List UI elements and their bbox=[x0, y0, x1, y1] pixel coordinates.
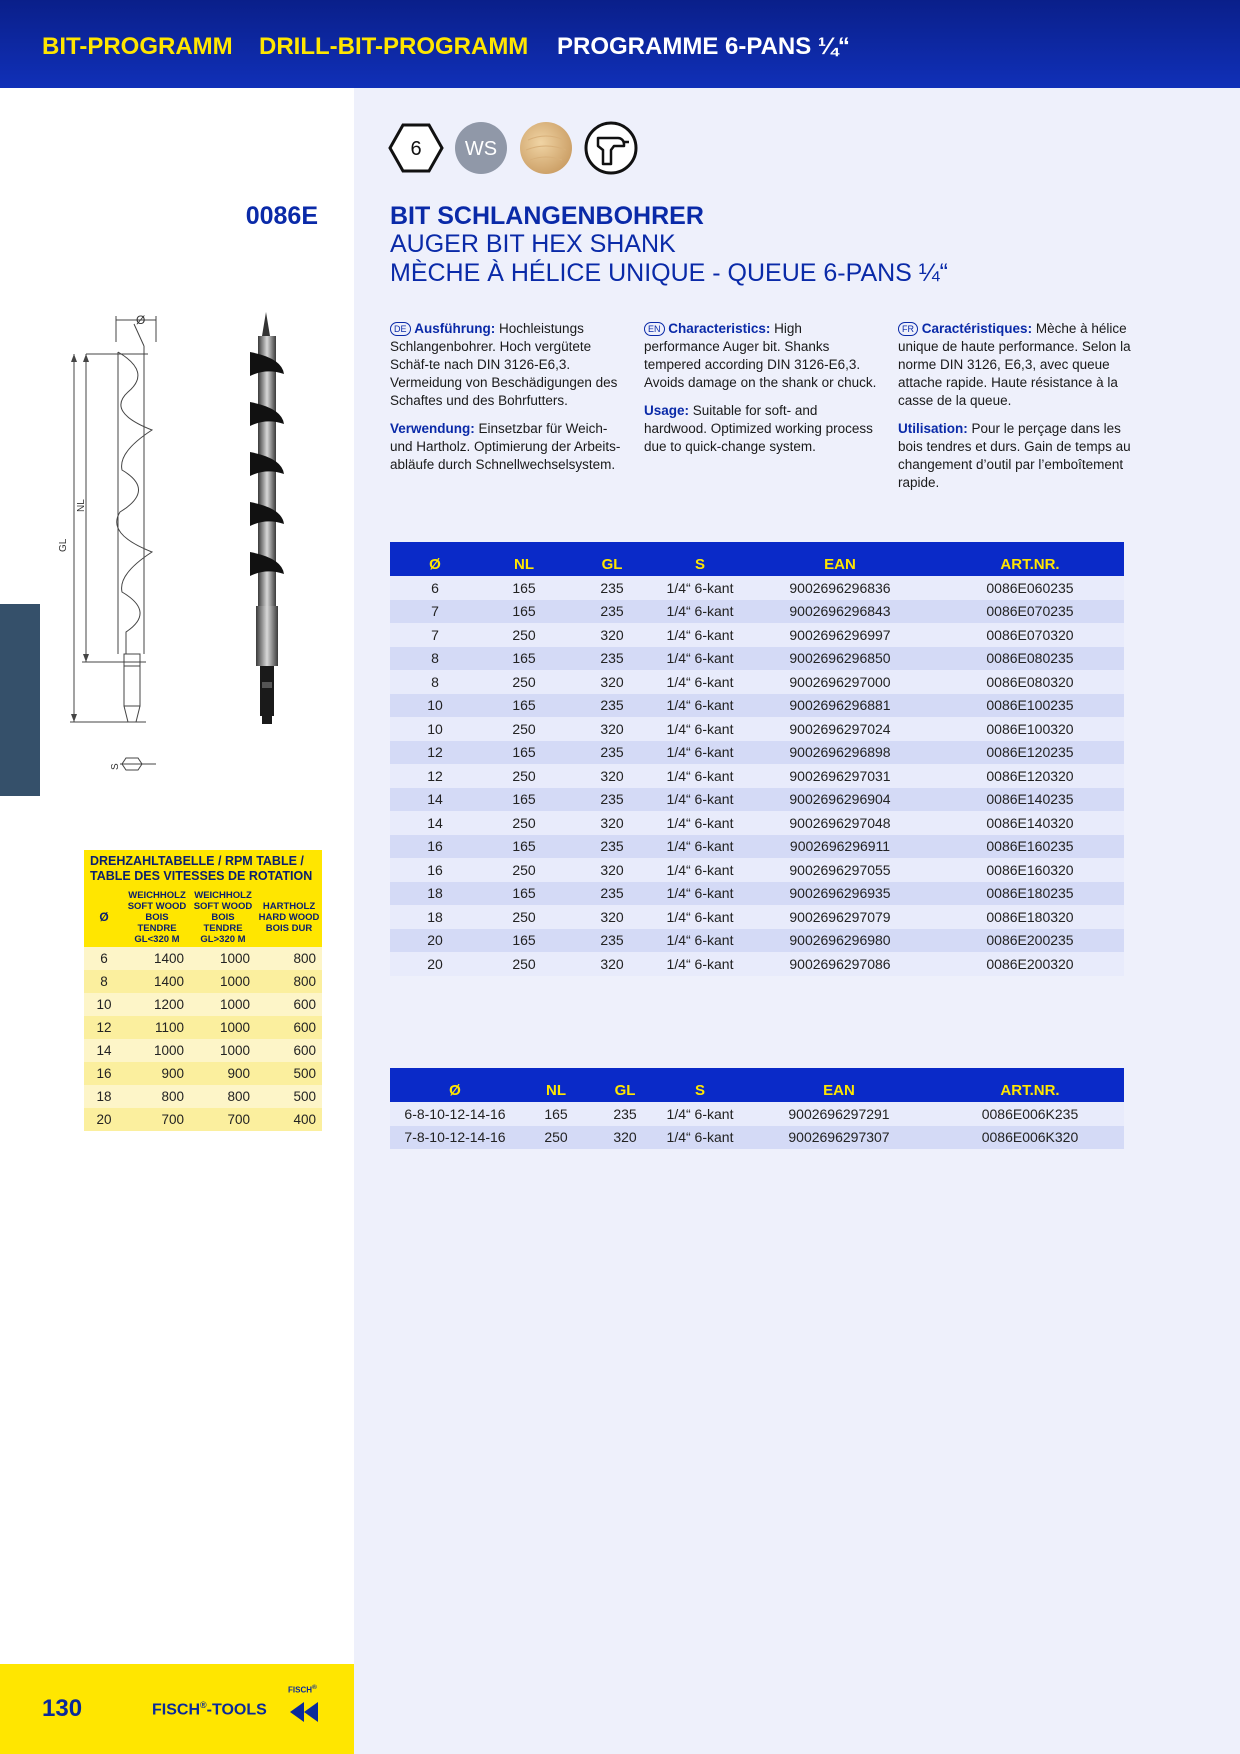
desc-fr-heading-2: Utilisation: bbox=[898, 421, 968, 436]
lang-badge-en: EN bbox=[644, 322, 665, 336]
article-table-cell: 320 bbox=[568, 952, 656, 976]
rpm-cell: 1000 bbox=[190, 947, 256, 970]
article-table-cell: 320 bbox=[568, 670, 656, 694]
rpm-cell: 1000 bbox=[190, 993, 256, 1016]
article-table-cell: 165 bbox=[480, 647, 568, 671]
article-table-row bbox=[390, 835, 1124, 859]
article-table-cell: 9002696297031 bbox=[744, 764, 936, 788]
article-table-cell: 10 bbox=[390, 717, 480, 741]
rpm-row bbox=[84, 993, 322, 1016]
rpm-table bbox=[84, 850, 322, 1131]
article-table-cell: 0086E080320 bbox=[936, 670, 1124, 694]
article-table-cell: 250 bbox=[480, 764, 568, 788]
article-table-cell: 9002696296904 bbox=[744, 788, 936, 812]
article-table-cell: 9002696296881 bbox=[744, 694, 936, 718]
desc-de-text-1: Hochleistungs Schlangenbohrer. Hoch vergütete Schäf-te nach DIN 3126-E6,3. Vermeidung von Beschädigungen des Schaftes und des Bohrfutters. bbox=[390, 321, 618, 408]
article-table-cell: 10 bbox=[390, 694, 480, 718]
article-table-cell: 165 bbox=[480, 600, 568, 624]
rpm-cell: 900 bbox=[124, 1062, 190, 1085]
wood-icon bbox=[518, 120, 574, 176]
rpm-col-soft-long: WEICHHOLZ SOFT WOOD BOIS TENDRE GL>320 M bbox=[190, 888, 256, 947]
article-table-cell: 250 bbox=[480, 717, 568, 741]
article-table-cell: 1/4“ 6-kant bbox=[656, 623, 744, 647]
article-table-cell: 0086E100320 bbox=[936, 717, 1124, 741]
article-table-cell: 9002696297000 bbox=[744, 670, 936, 694]
article-table-cell: 9002696297086 bbox=[744, 952, 936, 976]
article-table-header bbox=[390, 542, 1124, 576]
article-table-cell: 18 bbox=[390, 905, 480, 929]
article-table-header-cell: ART.NR. bbox=[936, 542, 1124, 576]
rpm-cell: 900 bbox=[190, 1062, 256, 1085]
brand-name: FISCH®-TOOLS bbox=[152, 1700, 267, 1719]
article-table-cell: 320 bbox=[568, 811, 656, 835]
article-table-row bbox=[390, 623, 1124, 647]
set-table-header-cell: GL bbox=[592, 1068, 658, 1102]
article-table-cell: 1/4“ 6-kant bbox=[656, 858, 744, 882]
article-table-cell: 235 bbox=[568, 647, 656, 671]
product-title-en: AUGER BIT HEX SHANK bbox=[390, 230, 676, 258]
product-title-de: BIT SCHLANGENBOHRER bbox=[390, 202, 704, 230]
desc-fr-heading-1: Caractéristiques: bbox=[921, 321, 1033, 336]
article-table-header-cell: GL bbox=[568, 542, 656, 576]
article-table-cell: 320 bbox=[568, 623, 656, 647]
header-programme-6-pans: PROGRAMME 6-PANS ¼“ bbox=[557, 33, 850, 60]
article-table-cell: 12 bbox=[390, 741, 480, 765]
article-table-cell: 0086E070235 bbox=[936, 600, 1124, 624]
article-table-cell: 1/4“ 6-kant bbox=[656, 788, 744, 812]
article-table-cell: 235 bbox=[568, 694, 656, 718]
article-table-cell: 250 bbox=[480, 670, 568, 694]
rpm-row bbox=[84, 1085, 322, 1108]
drawing-nl-label: NL bbox=[76, 499, 87, 512]
rpm-row bbox=[84, 1062, 322, 1085]
article-table-cell: 165 bbox=[480, 694, 568, 718]
set-table-cell: 9002696297291 bbox=[742, 1102, 936, 1126]
article-table-cell: 1/4“ 6-kant bbox=[656, 882, 744, 906]
set-table bbox=[390, 1068, 1124, 1149]
set-table-cell: 1/4“ 6-kant bbox=[658, 1126, 742, 1150]
article-table-cell: 18 bbox=[390, 882, 480, 906]
set-table-cell: 0086E006K320 bbox=[936, 1126, 1124, 1150]
article-table-cell: 0086E070320 bbox=[936, 623, 1124, 647]
article-table-cell: 20 bbox=[390, 929, 480, 953]
desc-en-heading-1: Characteristics: bbox=[668, 321, 771, 336]
rpm-cell: 400 bbox=[256, 1108, 322, 1131]
article-table-cell: 1/4“ 6-kant bbox=[656, 600, 744, 624]
desc-en-text-1: High performance Auger bit. Shanks tempered according DIN 3126-E6,3. Avoids damage on the shank or chuck. bbox=[644, 321, 877, 390]
article-table-cell: 0086E160235 bbox=[936, 835, 1124, 859]
article-table-header-cell: NL bbox=[480, 542, 568, 576]
desc-de-heading-2: Verwendung: bbox=[390, 421, 475, 436]
article-table-cell: 320 bbox=[568, 858, 656, 882]
desc-en-text-2: Suitable for soft- and hardwood. Optimized working process due to quick-change system. bbox=[644, 403, 873, 454]
set-table-cell: 235 bbox=[592, 1102, 658, 1126]
article-table-cell: 1/4“ 6-kant bbox=[656, 694, 744, 718]
rpm-table-body bbox=[84, 947, 322, 1131]
article-table-cell: 250 bbox=[480, 952, 568, 976]
rpm-cell: 800 bbox=[256, 947, 322, 970]
article-table-row bbox=[390, 858, 1124, 882]
rpm-cell: 800 bbox=[256, 970, 322, 993]
article-table-cell: 165 bbox=[480, 788, 568, 812]
article-table-header-cell: Ø bbox=[390, 542, 480, 576]
article-table-cell: 320 bbox=[568, 905, 656, 929]
rpm-cell: 500 bbox=[256, 1085, 322, 1108]
article-table-cell: 9002696296911 bbox=[744, 835, 936, 859]
rpm-row bbox=[84, 1039, 322, 1062]
article-table-cell: 0086E200235 bbox=[936, 929, 1124, 953]
rpm-cell: 1000 bbox=[190, 970, 256, 993]
rpm-title-line1: DREHZAHLTABELLE / RPM TABLE / bbox=[90, 854, 304, 868]
rpm-cell: 16 bbox=[84, 1062, 124, 1085]
article-table-cell: 1/4“ 6-kant bbox=[656, 811, 744, 835]
article-table-cell: 0086E120235 bbox=[936, 741, 1124, 765]
set-table-row bbox=[390, 1126, 1124, 1150]
description-de bbox=[390, 320, 626, 484]
rpm-cell: 12 bbox=[84, 1016, 124, 1039]
article-table-cell: 7 bbox=[390, 623, 480, 647]
rpm-cell: 10 bbox=[84, 993, 124, 1016]
set-table-cell: 9002696297307 bbox=[742, 1126, 936, 1150]
rpm-cell: 1200 bbox=[124, 993, 190, 1016]
article-table-cell: 20 bbox=[390, 952, 480, 976]
article-table-cell: 0086E140235 bbox=[936, 788, 1124, 812]
set-table-header-cell: NL bbox=[520, 1068, 592, 1102]
technical-drawing bbox=[56, 312, 166, 790]
rpm-row bbox=[84, 1016, 322, 1039]
article-table bbox=[390, 542, 1124, 976]
article-table-cell: 8 bbox=[390, 670, 480, 694]
article-table-cell: 9002696296935 bbox=[744, 882, 936, 906]
set-table-header-cell: Ø bbox=[390, 1068, 520, 1102]
article-table-row bbox=[390, 929, 1124, 953]
header-bit-programm: BIT-PROGRAMM bbox=[42, 33, 233, 60]
rpm-row bbox=[84, 947, 322, 970]
article-table-row bbox=[390, 882, 1124, 906]
rpm-row bbox=[84, 1108, 322, 1131]
ws-label: WS bbox=[464, 138, 498, 160]
article-table-row bbox=[390, 694, 1124, 718]
article-table-cell: 165 bbox=[480, 741, 568, 765]
lang-badge-de: DE bbox=[390, 322, 411, 336]
rpm-cell: 500 bbox=[256, 1062, 322, 1085]
article-table-cell: 0086E120320 bbox=[936, 764, 1124, 788]
ws-material-icon bbox=[453, 120, 509, 176]
article-table-cell: 0086E160320 bbox=[936, 858, 1124, 882]
rpm-cell: 1400 bbox=[124, 947, 190, 970]
article-table-cell: 9002696296850 bbox=[744, 647, 936, 671]
article-table-cell: 16 bbox=[390, 858, 480, 882]
article-table-row bbox=[390, 788, 1124, 812]
rpm-cell: 20 bbox=[84, 1108, 124, 1131]
rpm-title bbox=[84, 850, 322, 888]
rpm-cell: 8 bbox=[84, 970, 124, 993]
hex-shank-icon bbox=[388, 120, 444, 176]
article-table-cell: 165 bbox=[480, 882, 568, 906]
header-drill-bit-programm: DRILL-BIT-PROGRAMM bbox=[259, 33, 529, 60]
rpm-cell: 800 bbox=[124, 1085, 190, 1108]
article-table-cell: 250 bbox=[480, 905, 568, 929]
desc-de-heading-1: Ausführung: bbox=[414, 321, 496, 336]
article-table-cell: 235 bbox=[568, 600, 656, 624]
article-table-cell: 165 bbox=[480, 835, 568, 859]
article-table-cell: 8 bbox=[390, 647, 480, 671]
set-table-header-cell: S bbox=[658, 1068, 742, 1102]
drawing-gl-label: GL bbox=[58, 538, 69, 552]
article-table-cell: 0086E060235 bbox=[936, 576, 1124, 600]
article-table-cell: 235 bbox=[568, 929, 656, 953]
article-table-row bbox=[390, 905, 1124, 929]
logo-text: FISCH® bbox=[288, 1684, 317, 1695]
article-table-cell: 1/4“ 6-kant bbox=[656, 576, 744, 600]
article-table-cell: 0086E180235 bbox=[936, 882, 1124, 906]
article-table-cell: 235 bbox=[568, 882, 656, 906]
article-table-row bbox=[390, 600, 1124, 624]
product-code: 0086E bbox=[245, 202, 318, 230]
rpm-cell: 1000 bbox=[190, 1039, 256, 1062]
article-table-cell: 1/4“ 6-kant bbox=[656, 952, 744, 976]
article-table-cell: 9002696297079 bbox=[744, 905, 936, 929]
article-table-cell: 1/4“ 6-kant bbox=[656, 764, 744, 788]
set-table-cell: 320 bbox=[592, 1126, 658, 1150]
article-table-cell: 7 bbox=[390, 600, 480, 624]
description-en bbox=[644, 320, 880, 466]
article-table-cell: 320 bbox=[568, 717, 656, 741]
article-table-row bbox=[390, 670, 1124, 694]
rpm-row bbox=[84, 970, 322, 993]
article-table-cell: 320 bbox=[568, 764, 656, 788]
article-table-cell: 0086E180320 bbox=[936, 905, 1124, 929]
article-table-header-cell: S bbox=[656, 542, 744, 576]
article-table-cell: 9002696297024 bbox=[744, 717, 936, 741]
article-table-row bbox=[390, 741, 1124, 765]
article-table-cell: 1/4“ 6-kant bbox=[656, 905, 744, 929]
article-table-cell: 9002696296997 bbox=[744, 623, 936, 647]
article-table-cell: 250 bbox=[480, 623, 568, 647]
rpm-cell: 700 bbox=[124, 1108, 190, 1131]
rpm-cell: 1000 bbox=[124, 1039, 190, 1062]
rpm-cell: 14 bbox=[84, 1039, 124, 1062]
article-table-cell: 1/4“ 6-kant bbox=[656, 835, 744, 859]
article-table-cell: 14 bbox=[390, 788, 480, 812]
article-table-row bbox=[390, 811, 1124, 835]
rpm-cell: 600 bbox=[256, 1039, 322, 1062]
side-tab bbox=[0, 604, 40, 796]
rpm-cell: 700 bbox=[190, 1108, 256, 1131]
article-table-cell: 9002696297048 bbox=[744, 811, 936, 835]
rpm-cell: 800 bbox=[190, 1085, 256, 1108]
set-table-cell: 1/4“ 6-kant bbox=[658, 1102, 742, 1126]
page-header bbox=[0, 0, 1240, 88]
rpm-col-soft-short: WEICHHOLZ SOFT WOOD BOIS TENDRE GL<320 M bbox=[124, 888, 190, 947]
article-table-cell: 9002696296836 bbox=[744, 576, 936, 600]
rpm-cell: 600 bbox=[256, 1016, 322, 1039]
rpm-cell: 600 bbox=[256, 993, 322, 1016]
article-table-cell: 9002696296843 bbox=[744, 600, 936, 624]
rpm-title-line2: TABLE DES VITESSES DE ROTATION bbox=[90, 869, 313, 883]
article-table-cell: 250 bbox=[480, 858, 568, 882]
set-table-row bbox=[390, 1102, 1124, 1126]
article-table-cell: 1/4“ 6-kant bbox=[656, 929, 744, 953]
auger-bit-photo bbox=[236, 312, 298, 726]
article-table-cell: 14 bbox=[390, 811, 480, 835]
article-table-cell: 16 bbox=[390, 835, 480, 859]
set-table-cell: 6-8-10-12-14-16 bbox=[390, 1102, 520, 1126]
desc-en-heading-2: Usage: bbox=[644, 403, 690, 418]
article-table-cell: 12 bbox=[390, 764, 480, 788]
rpm-cell: 6 bbox=[84, 947, 124, 970]
article-table-cell: 0086E100235 bbox=[936, 694, 1124, 718]
drawing-dia-label: Ø bbox=[136, 313, 146, 327]
article-table-cell: 165 bbox=[480, 576, 568, 600]
article-table-row bbox=[390, 717, 1124, 741]
drawing-s-label: S bbox=[110, 763, 121, 770]
lang-badge-fr: FR bbox=[898, 322, 918, 336]
article-table-cell: 250 bbox=[480, 811, 568, 835]
article-table-cell: 6 bbox=[390, 576, 480, 600]
rpm-cell: 1100 bbox=[124, 1016, 190, 1039]
rpm-col-hard: HARTHOLZ HARD WOOD BOIS DUR bbox=[256, 888, 322, 947]
article-table-cell: 9002696296898 bbox=[744, 741, 936, 765]
article-table-cell: 0086E140320 bbox=[936, 811, 1124, 835]
article-table-cell: 235 bbox=[568, 576, 656, 600]
description-fr bbox=[898, 320, 1134, 502]
article-table-cell: 1/4“ 6-kant bbox=[656, 741, 744, 765]
set-table-header bbox=[390, 1068, 1124, 1102]
rpm-col-dia: Ø bbox=[84, 888, 124, 947]
set-table-header-cell: ART.NR. bbox=[936, 1068, 1124, 1102]
page-number: 130 bbox=[42, 1695, 83, 1722]
product-title-fr: MÈCHE À HÉLICE UNIQUE - QUEUE 6-PANS ¼“ bbox=[390, 259, 948, 287]
article-table-cell: 1/4“ 6-kant bbox=[656, 717, 744, 741]
article-table-body bbox=[390, 576, 1124, 976]
article-table-cell: 1/4“ 6-kant bbox=[656, 670, 744, 694]
article-table-cell: 235 bbox=[568, 835, 656, 859]
article-table-cell: 9002696296980 bbox=[744, 929, 936, 953]
set-table-cell: 165 bbox=[520, 1102, 592, 1126]
set-table-body bbox=[390, 1102, 1124, 1149]
set-table-header-cell: EAN bbox=[742, 1068, 936, 1102]
article-table-row bbox=[390, 764, 1124, 788]
fisch-logo-icon bbox=[286, 1694, 322, 1730]
article-table-cell: 1/4“ 6-kant bbox=[656, 647, 744, 671]
article-table-cell: 235 bbox=[568, 741, 656, 765]
article-table-cell: 165 bbox=[480, 929, 568, 953]
article-table-cell: 235 bbox=[568, 788, 656, 812]
rpm-cell: 1400 bbox=[124, 970, 190, 993]
article-table-cell: 0086E080235 bbox=[936, 647, 1124, 671]
rpm-cell: 18 bbox=[84, 1085, 124, 1108]
article-table-row bbox=[390, 952, 1124, 976]
set-table-cell: 0086E006K235 bbox=[936, 1102, 1124, 1126]
cordless-drill-icon bbox=[583, 120, 639, 176]
article-table-cell: 0086E200320 bbox=[936, 952, 1124, 976]
desc-fr-text-2: Pour le perçage dans les bois tendres et durs. Gain de temps au changement d’outil par l’emboîtement rapide. bbox=[898, 421, 1131, 490]
hex-shank-label: 6 bbox=[410, 138, 422, 160]
desc-fr-text-1: Mèche à hélice unique de haute performance. Selon la norme DIN 3126, E6,3, avec queue attache rapide. Haute résistance à la casse de la queue. bbox=[898, 321, 1131, 408]
article-table-header-cell: EAN bbox=[744, 542, 936, 576]
article-table-row bbox=[390, 647, 1124, 671]
article-table-row bbox=[390, 576, 1124, 600]
article-table-cell: 9002696297055 bbox=[744, 858, 936, 882]
rpm-cell: 1000 bbox=[190, 1016, 256, 1039]
set-table-cell: 250 bbox=[520, 1126, 592, 1150]
set-table-cell: 7-8-10-12-14-16 bbox=[390, 1126, 520, 1150]
desc-de-text-2: Einsetzbar für Weich- und Hartholz. Optimierung der Arbeits-abläufe durch Schnellwechselsystem. bbox=[390, 421, 621, 472]
